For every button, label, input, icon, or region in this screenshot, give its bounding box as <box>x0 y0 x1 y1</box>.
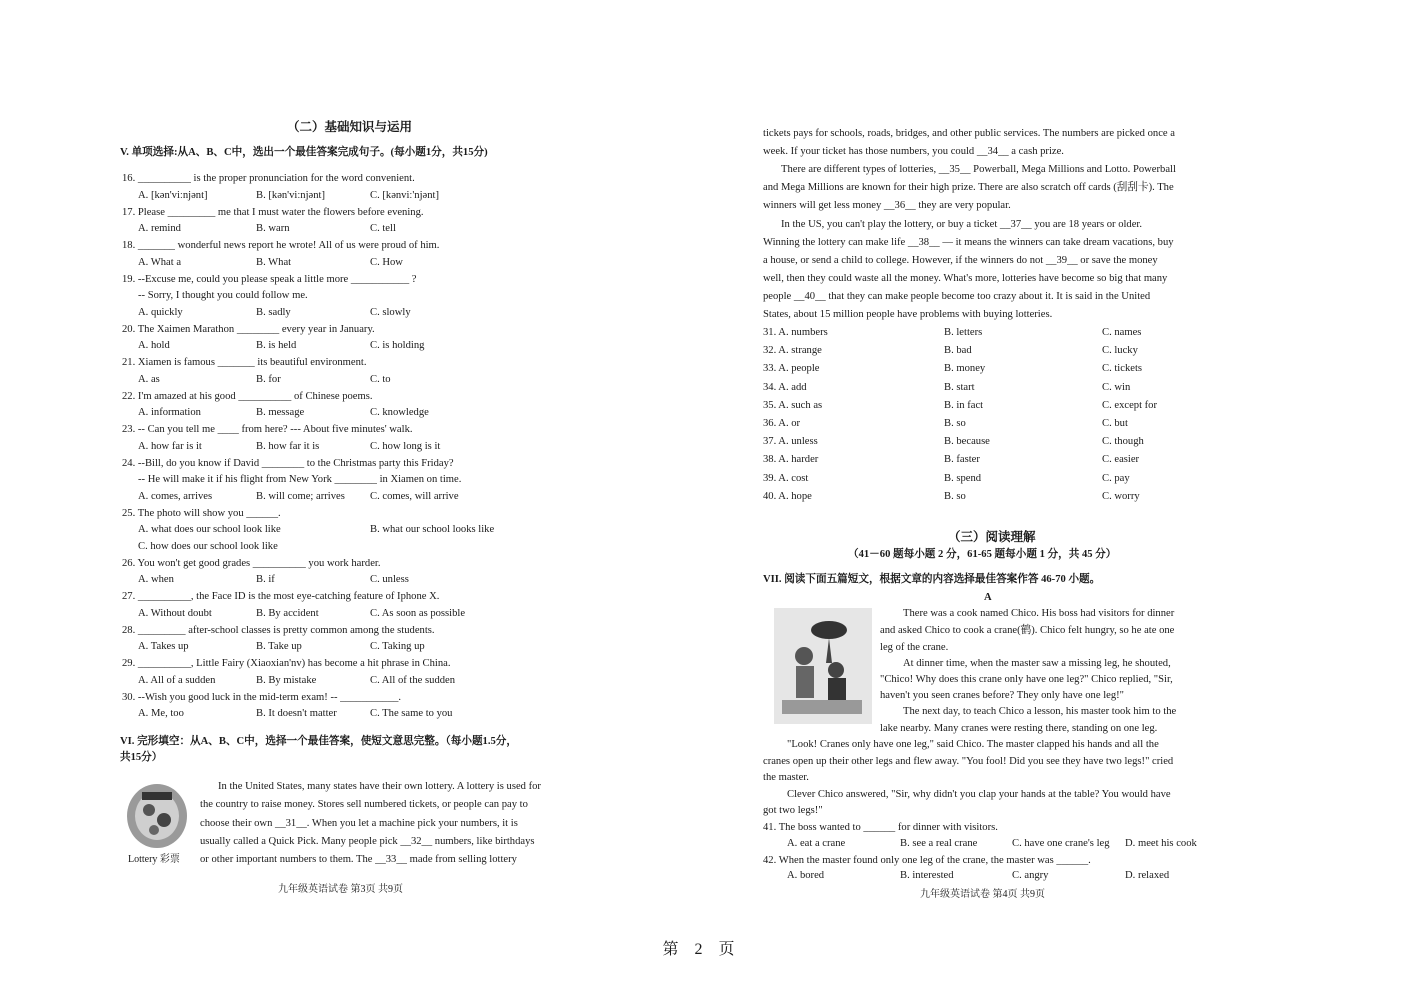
answer-option: C. tickets <box>1102 363 1143 375</box>
answer-option: B. letters <box>944 327 983 338</box>
option: A. Takes up <box>138 641 189 652</box>
passage-a-line: "Look! Cranes only have one leg," said Chico. The master clapped his hands and all the <box>787 739 1159 750</box>
option: B. It doesn't matter <box>256 708 337 719</box>
option: C. angry <box>1012 870 1049 881</box>
passage-a-line: At dinner time, when the master saw a missing leg, he shouted, <box>903 658 1171 669</box>
question-26: 26. You won't get good grades __________ you work harder. <box>122 557 381 569</box>
option: C. how long is it <box>370 440 441 452</box>
answer-option: C. though <box>1102 436 1144 448</box>
option: A. hold <box>138 340 170 351</box>
passage-line: a house, or send a child to college. However, if the winners do not __39__ or save the money <box>763 254 1158 266</box>
answer-option: 39. A. cost <box>763 472 809 484</box>
option: A. remind <box>138 223 181 234</box>
question-20: 20. The Xaimen Marathon ________ every year in January. <box>122 323 375 335</box>
option: C. As soon as possible <box>370 607 466 619</box>
option: A. what does our school look like <box>138 524 281 535</box>
section-title: （二）基础知识与运用 <box>287 120 413 134</box>
right-footer: 九年级英语试卷 第4页 共9页 <box>920 889 1045 900</box>
question-19: 19. --Excuse me, could you please speak a little more ___________ ? <box>122 273 417 285</box>
part7-heading: VII. 阅读下面五篇短文，根据文章的内容选择最佳答案作答 46-70 小题。 <box>763 574 1101 585</box>
option: A. as <box>138 373 160 385</box>
option: A. how far is it <box>138 440 202 452</box>
option: B. sadly <box>256 306 291 318</box>
option: C. Taking up <box>370 641 425 652</box>
option: B. will come; arrives <box>256 490 345 502</box>
left-footer: 九年级英语试卷 第3页 共9页 <box>278 884 403 895</box>
answer-option: 40. A. hope <box>763 490 812 502</box>
option: D. meet his cook <box>1125 838 1197 849</box>
passage-a-line: leg of the crane. <box>880 642 949 653</box>
passage-a-line: got two legs!" <box>763 805 823 816</box>
option: A. bored <box>787 870 825 881</box>
option: C. knowledge <box>370 407 429 418</box>
option: C. unless <box>370 574 409 585</box>
option: B. What <box>256 256 292 268</box>
answer-option: B. spend <box>944 472 982 484</box>
question-41: 41. The boss wanted to ______ for dinner with visitors. <box>763 822 998 833</box>
option: B. what our school looks like <box>370 524 495 535</box>
answer-option: 34. A. add <box>763 381 807 393</box>
answer-option: B. bad <box>944 345 972 357</box>
option: B. is held <box>256 340 297 351</box>
chico-crane-image <box>774 608 872 724</box>
passage-line: well, then they could waste all the money. What's more, lotteries have become so big that many <box>763 272 1168 284</box>
option: C. comes, will arrive <box>370 490 459 502</box>
passage-a-line: lake nearby. Many cranes were resting there, standing on one leg. <box>880 723 1158 734</box>
option: B. for <box>256 373 281 385</box>
answer-option: 37. A. unless <box>763 436 818 448</box>
passage-line: week. If your ticket has those numbers, you could __34__ a cash prize. <box>763 146 1064 158</box>
option: A. [kən'viːnjənt] <box>138 189 208 201</box>
answer-option: C. names <box>1102 327 1142 338</box>
question-28: 28. _________ after-school classes is pretty common among the students. <box>122 624 435 636</box>
option: A. eat a crane <box>787 838 846 849</box>
answer-option: 35. A. such as <box>763 399 823 411</box>
image-caption: Lottery 彩票 <box>128 854 180 865</box>
option: C. tell <box>370 223 396 234</box>
passage-line: people __40__ that they can make people become too crazy about it. It is said in the United <box>763 290 1151 302</box>
question-18: 18. _______ wonderful news report he wrote! All of us were proud of him. <box>122 240 440 251</box>
question-24-reply: -- He will make it if his flight from New York ________ in Xiamen on time. <box>138 474 462 485</box>
section3-title: （三）阅读理解 <box>948 530 1036 544</box>
answer-option: C. win <box>1102 381 1131 393</box>
option: C. to <box>370 373 391 385</box>
option: C. how does our school look like <box>138 540 278 552</box>
part5-heading: V. 单项选择:从A、B、C中，选出一个最佳答案完成句子。(每小题1分，共15分) <box>120 147 488 158</box>
passage-line: Winning the lottery can make life __38__ — it means the winners can take dream vacations, buy <box>763 236 1174 248</box>
question-24: 24. --Bill, do you know if David ________ to the Christmas party this Friday? <box>122 457 454 469</box>
passage-a-line: Clever Chico answered, "Sir, why didn't you clap your hands at the table? You would have <box>787 789 1171 800</box>
option: C. slowly <box>370 306 411 318</box>
option: A. All of a sudden <box>138 674 216 686</box>
passage-a-label: A <box>984 592 992 603</box>
option: C. All of the sudden <box>370 674 456 686</box>
answer-option: C. easier <box>1102 454 1140 466</box>
part6-heading-cont: 共15分） <box>120 752 163 763</box>
question-17: 17. Please _________ me that I must water the flowers before evening. <box>122 206 424 218</box>
answer-option: 38. A. harder <box>763 454 819 466</box>
option: A. information <box>138 407 201 418</box>
option: B. [kən'viːnjənt] <box>256 189 325 201</box>
option: B. Take up <box>256 641 302 652</box>
question-21: 21. Xiamen is famous _______ its beautiful environment. <box>122 357 367 368</box>
option: C. is holding <box>370 340 425 351</box>
cloze-line: the country to raise money. Stores sell numbered tickets, or people can pay to <box>200 799 528 811</box>
passage-line: States, about 15 million people have problems with buying lotteries. <box>763 309 1053 320</box>
passage-line: In the US, you can't play the lottery, or buy a ticket __37__ you are 18 years or older. <box>781 218 1143 230</box>
option: C. How <box>370 256 403 268</box>
option: A. comes, arrives <box>138 490 213 502</box>
passage-a-line: and asked Chico to cook a crane(鹤). Chico felt hungry, so he ate one <box>880 625 1175 636</box>
question-16: 16. __________ is the proper pronunciation for the word convenient. <box>122 173 415 184</box>
option: D. relaxed <box>1125 870 1170 881</box>
option: B. By accident <box>256 607 319 619</box>
passage-line: tickets pays for schools, roads, bridges, and other public services. The numbers are picked once a <box>763 128 1175 139</box>
passage-a-line: The next day, to teach Chico a lesson, his master took him to the <box>903 706 1177 717</box>
question-19-reply: -- Sorry, I thought you could follow me. <box>138 290 308 301</box>
answer-option: B. faster <box>944 454 980 466</box>
option: B. how far it is <box>256 440 320 452</box>
option: B. By mistake <box>256 674 317 686</box>
answer-option: B. money <box>944 363 986 375</box>
option: B. see a real crane <box>900 838 978 849</box>
passage-line: There are different types of lotteries, __35__ Powerball, Mega Millions and Lotto. Powerball <box>781 164 1176 176</box>
passage-a-line: cranes open up their other legs and flew away. "You fool! Did you see they have two legs!" cried <box>763 756 1174 767</box>
answer-option: 36. A. or <box>763 418 801 429</box>
cloze-line: usually called a Quick Pick. Many people pick __32__ numbers, like birthdays <box>200 835 535 847</box>
answer-option: C. lucky <box>1102 345 1138 357</box>
answer-option: 33. A. people <box>763 363 820 375</box>
page-number: 第 2 页 <box>662 941 741 958</box>
lottery-image <box>124 780 190 850</box>
answer-option: C. except for <box>1102 399 1158 411</box>
passage-line: and Mega Millions are known for their high prize. There are also scratch off cards (刮刮卡). The <box>763 182 1174 194</box>
answer-option: C. worry <box>1102 490 1140 502</box>
cloze-line: choose their own __31__. When you let a machine pick your numbers, it is <box>200 817 518 829</box>
answer-option: C. but <box>1102 418 1128 429</box>
cloze-line: In the United States, many states have their own lottery. A lottery is used for <box>218 781 541 792</box>
question-42: 42. When the master found only one leg of the crane, the master was ______. <box>763 855 1091 866</box>
option: A. Without doubt <box>138 607 212 619</box>
answer-option: B. in fact <box>944 399 984 411</box>
part6-heading: VI. 完形填空：从A、B、C中，选择一个最佳答案，使短文意思完整。（每小题1.5分， <box>120 736 517 747</box>
question-22: 22. I'm amazed at his good __________ of Chinese poems. <box>122 390 373 402</box>
answer-option: B. start <box>944 381 975 393</box>
option: C. The same to you <box>370 708 453 719</box>
option: B. warn <box>256 223 290 234</box>
answer-option: B. so <box>944 490 966 502</box>
passage-line: winners will get less money __36__ they are very popular. <box>763 200 1011 212</box>
option: B. if <box>256 574 275 585</box>
section3-subtitle: （41－60 题每小题 2 分，61-65 题每小题 1 分，共 45 分） <box>848 549 1117 560</box>
option: A. What a <box>138 256 182 268</box>
question-25: 25. The photo will show you ______. <box>122 507 281 519</box>
option: C. [kənviː'njənt] <box>370 189 439 201</box>
passage-a-line: haven't you seen cranes before? They only have one leg!" <box>880 690 1125 701</box>
question-29: 29. __________, Little Fairy (Xiaoxian'nv) has become a hit phrase in China. <box>122 658 451 669</box>
option: C. have one crane's leg <box>1012 838 1110 849</box>
question-30: 30. --Wish you good luck in the mid-term exam! -- ___________. <box>122 691 402 703</box>
passage-a-line: the master. <box>763 772 809 783</box>
option: B. message <box>256 407 305 418</box>
question-27: 27. __________, the Face ID is the most eye-catching feature of Iphone X. <box>122 591 440 602</box>
option: A. when <box>138 574 174 585</box>
cloze-line: or other important numbers to them. The __33__ made from selling lottery <box>200 854 517 866</box>
option: A. quickly <box>138 306 183 318</box>
answer-option: B. so <box>944 418 966 429</box>
question-23: 23. -- Can you tell me ____ from here? --- About five minutes' walk. <box>122 424 413 435</box>
passage-a-line: "Chico! Why does this crane only have one leg?" Chico replied, "Sir, <box>880 674 1173 685</box>
answer-option: 32. A. strange <box>763 345 822 357</box>
answer-option: B. because <box>944 436 990 448</box>
answer-option: C. pay <box>1102 472 1130 484</box>
option: A. Me, too <box>138 708 184 719</box>
option: B. interested <box>900 870 954 881</box>
passage-a-line: There was a cook named Chico. His boss had visitors for dinner <box>903 608 1175 619</box>
answer-option: 31. A. numbers <box>763 327 828 338</box>
